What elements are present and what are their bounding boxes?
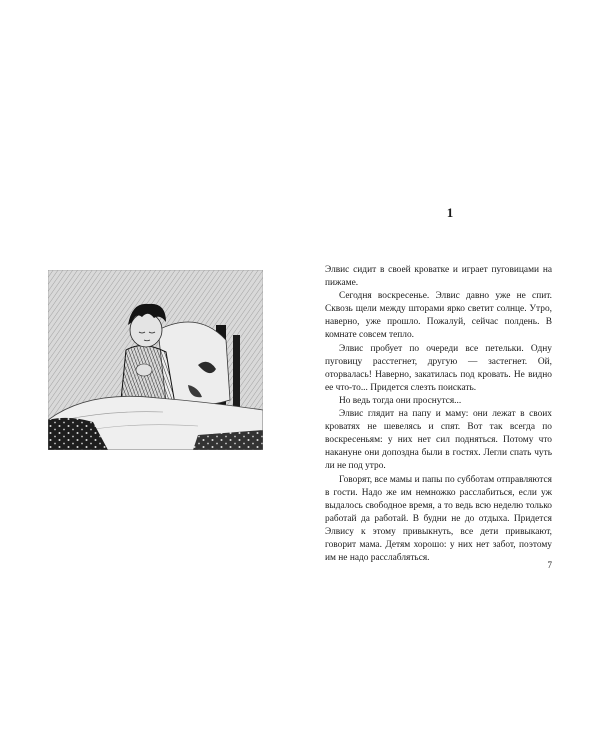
story-text	[325, 264, 552, 565]
illustration-drawing	[48, 270, 263, 450]
paragraph: Но ведь тогда они проснутся...	[339, 395, 462, 406]
page-number: 7	[547, 560, 552, 570]
child-in-bed-illustration	[48, 270, 263, 450]
paragraph: Элвис глядит на папу и маму: они лежат в своих кроватях не шевелясь и спят. Вот так всегда по воскресеньям: у них нет сил подняться. Потому что накануне они допоздна были в гостях. Легли спать чуть ли не под утро.	[325, 409, 552, 472]
paragraph: Сегодня воскресенье. Элвис давно уже не спит. Сквозь щели между шторами ярко светит солнце. Утро, наверно, уже прошло. Пожалуй, сейчас полдень. В комнате совсем тепло.	[325, 291, 552, 341]
chapter-number: 1	[446, 205, 454, 220]
paragraph: Элвис сидит в своей кроватке и играет пуговицами на пижаме.	[325, 265, 552, 289]
paragraph: Элвис пробует по очереди все петельки. Одну пуговицу расстегнет, другую — застегнет. Ой, оторвалась! Наверно, закатилась под кровать. Не видно ее что-то... Придется слезть поискать.	[325, 343, 552, 393]
paragraph: Говорят, все мамы и папы по субботам отправляются в гости. Надо же им немножко расслабиться, если уж выдалось свободное время, а то ведь всю неделю только работай да работай. В будни не до отдыха. Придется Элвису к этому привыкнуть, все дети привыкают, говорит мама. Детям хорошо: у них нет забот, поэтому им не надо расслабляться.	[325, 474, 552, 564]
